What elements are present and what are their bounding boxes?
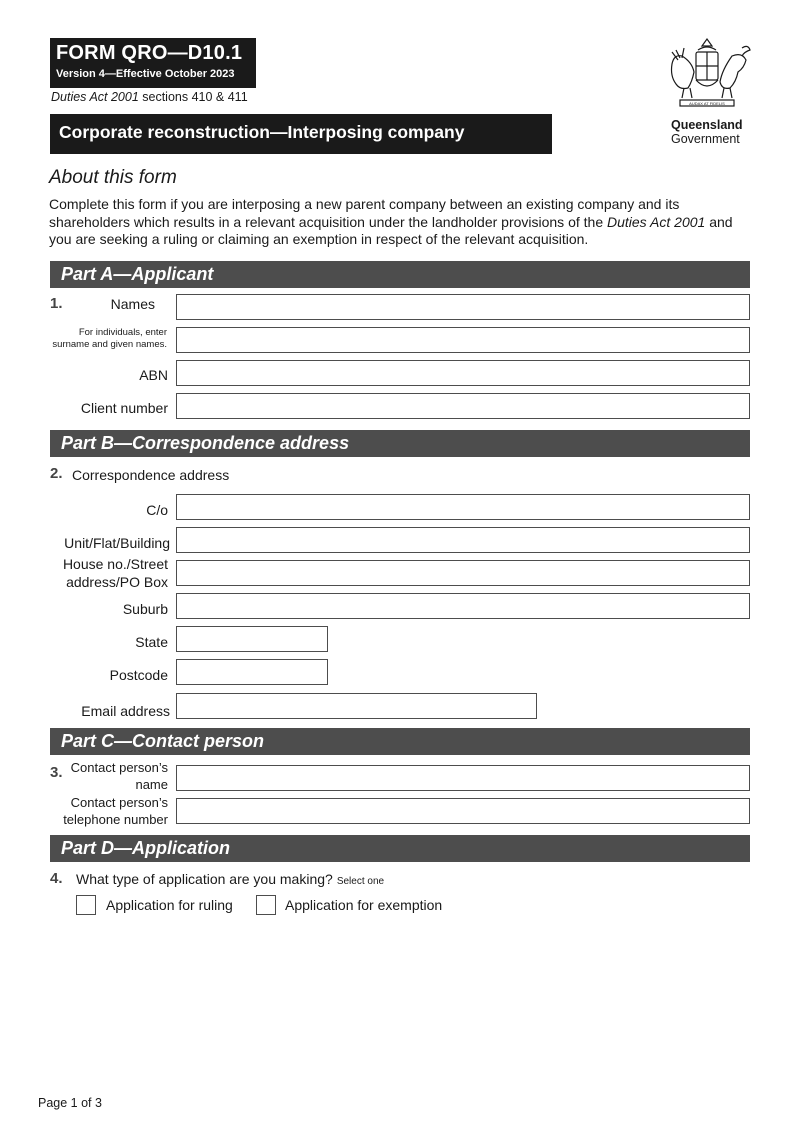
postcode-field[interactable] [176, 659, 328, 685]
page-number: Page 1 of 3 [38, 1096, 102, 1110]
state-label: State [135, 634, 168, 650]
names-field-1[interactable] [176, 294, 750, 320]
client-number-label: Client number [80, 400, 168, 416]
exemption-checkbox[interactable] [256, 895, 276, 915]
contact-name-field[interactable] [176, 765, 750, 791]
select-one-hint: Select one [336, 876, 385, 887]
exemption-option-label: Application for exemption [285, 897, 443, 913]
ruling-checkbox[interactable] [76, 895, 96, 915]
act-reference [51, 90, 248, 104]
postcode-label: Postcode [109, 667, 168, 683]
suburb-label: Suburb [122, 601, 168, 617]
street-address-label: House no./Street address/PO Box [62, 556, 168, 590]
part-a-heading: Part A—Applicant [50, 261, 750, 288]
form-code-badge [50, 38, 256, 88]
question-3-number: 3. [50, 764, 63, 781]
form-code: FORM QRO—D10.1 [56, 42, 243, 64]
crest-motto: AUDAX AT FIDELIS [689, 101, 725, 106]
question-1-number: 1. [50, 295, 63, 312]
part-b-heading: Part B—Correspondence address [50, 430, 750, 457]
client-number-field[interactable] [176, 393, 750, 419]
part-d-heading: Part D—Application [50, 835, 750, 862]
email-label: Email address [81, 703, 170, 719]
abn-field[interactable] [176, 360, 750, 386]
abn-label: ABN [139, 367, 168, 383]
contact-phone-field[interactable] [176, 798, 750, 824]
government-logo-text: Government [671, 132, 740, 146]
about-text-act: Duties Act 2001 [607, 213, 706, 230]
question-4-number: 4. [50, 870, 63, 887]
care-of-label: C/o [146, 502, 168, 518]
part-c-heading: Part C—Contact person [50, 728, 750, 755]
state-field[interactable] [176, 626, 328, 652]
care-of-field[interactable] [176, 494, 750, 520]
question-2-number: 2. [50, 465, 63, 482]
unit-label: Unit/Flat/Building [64, 535, 170, 551]
act-sections: sections 410 & 411 [138, 90, 248, 104]
names-field-2[interactable] [176, 327, 750, 353]
ruling-option-label: Application for ruling [106, 897, 233, 913]
suburb-field[interactable] [176, 593, 750, 619]
page-title: Corporate reconstruction—Interposing company [50, 114, 552, 154]
names-label: Names [110, 296, 155, 312]
email-field[interactable] [176, 693, 537, 719]
unit-field[interactable] [176, 527, 750, 553]
about-text [49, 196, 754, 249]
street-address-field[interactable] [176, 560, 750, 586]
act-name: Duties Act 2001 [51, 90, 139, 104]
form-version: Version 4—Effective October 2023 [56, 68, 235, 80]
about-text-part2: and you are seeking a ruling or claiming an exemption in respect of the relevant acquisition. [49, 213, 733, 247]
names-hint: For individuals, enter surname and given names. [52, 327, 167, 350]
contact-phone-label: Contact person’s telephone number [63, 795, 168, 827]
about-text-part1: Complete this form if you are interposing a new parent company between an existing company and its shareholders which results in a relevant acquisition under the landholder provisions of the [49, 196, 680, 230]
about-heading: About this form [49, 167, 177, 188]
queensland-crest-icon [662, 36, 752, 116]
application-type-question-text: What type of application are you making? [76, 871, 333, 887]
correspondence-address-question: Correspondence address [72, 467, 230, 483]
application-type-question [76, 871, 384, 887]
contact-name-label: Contact person’s name [70, 760, 168, 792]
queensland-logo-text: Queensland [671, 118, 743, 132]
